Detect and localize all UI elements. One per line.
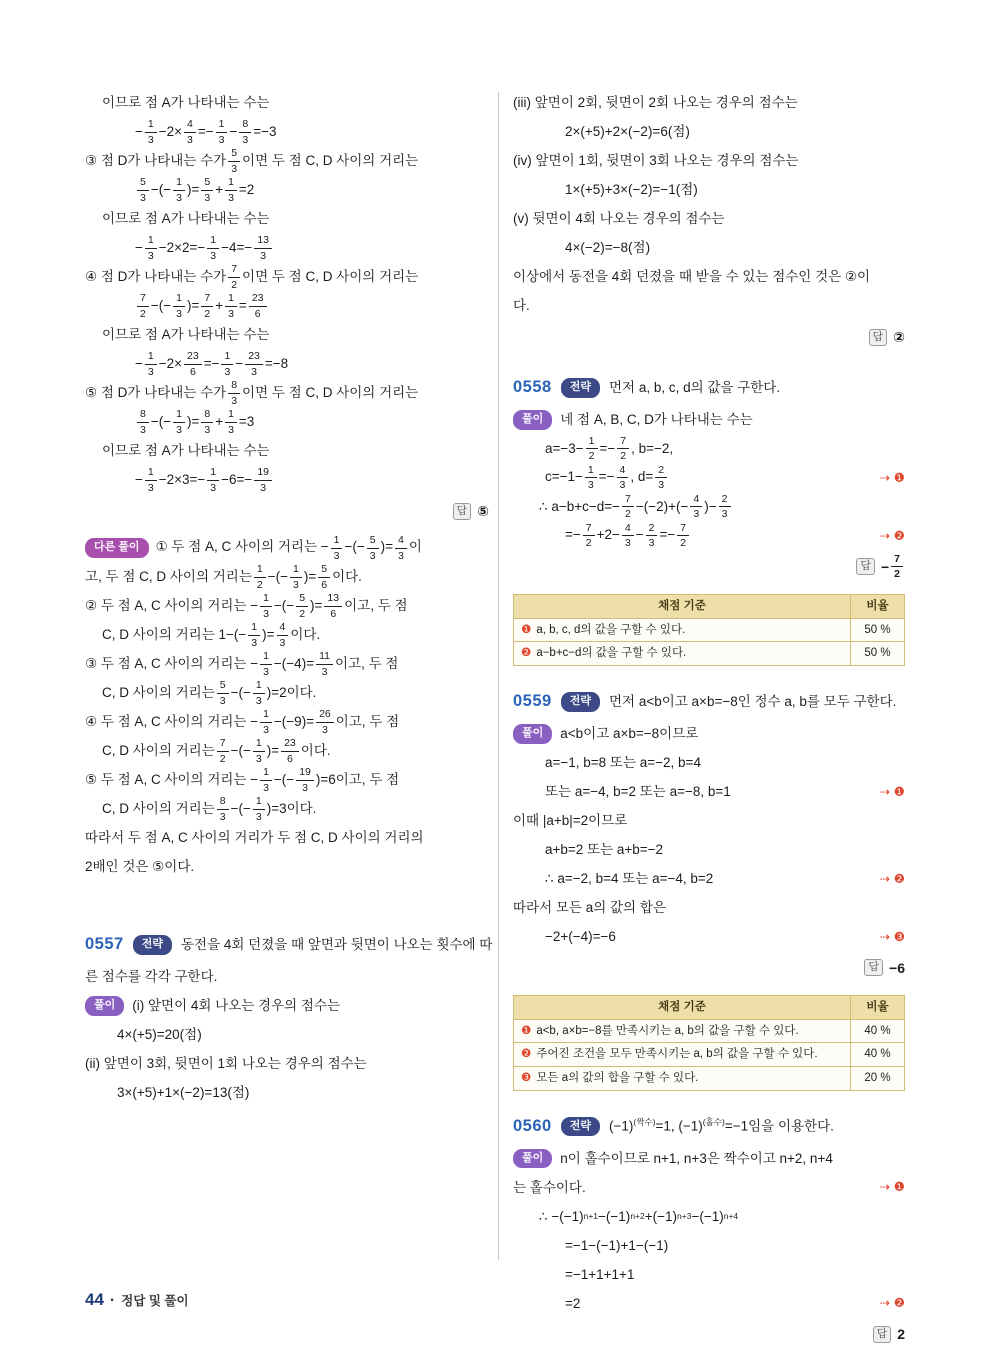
table-header-ratio: 비율 [851, 594, 905, 618]
alt-solution-line [85, 534, 489, 562]
text-line: C, D 사이의 거리는 $\frac{8}{3}$ −(− $\frac{1}{3}$ )=3이다. [102, 795, 317, 823]
strategy-text: $(-1)^{(짝수)}=1$, $(-1)^{(홀수)}=-1$임을 이용한다. [608, 1117, 834, 1134]
answer-line [85, 496, 489, 526]
solution-badge: 풀이 [513, 410, 552, 430]
strategy-text: 먼저 a, b, c, d의 값을 구한다. [608, 380, 781, 396]
ratio-value: 50 % [851, 618, 905, 642]
text-line: C, D 사이의 거리는 $\frac{5}{3}$ −(− $\frac{1}{3}$ )=2이다. [102, 679, 317, 707]
math-line: $\frac{5}{3}$ −(− $\frac{1}{3}$ )= $\frac{5}{3}$ + $\frac{1}{3}$ =2 [85, 176, 489, 204]
page-footer [85, 1290, 189, 1310]
math-line: 2×(+5)+2×(−2)=6(점) [565, 124, 690, 140]
answer-line [513, 1319, 905, 1349]
math-line: 또는 a=−4, b=2 또는 a=−8, b=1 ⇢ ❶ [545, 784, 905, 800]
text-line: 이므로 점 A가 나타내는 수는 [102, 327, 270, 343]
problem-number: 0557 [85, 935, 124, 953]
math-line: − $\frac{1}{3}$ −2× $\frac{23}{6}$ =− $\frac{1}{3}$ − $\frac{23}{3}$ =−8 [135, 350, 289, 378]
criteria-text: a−b+c−d의 값을 구할 수 있다. [536, 647, 687, 660]
math-line: − $\frac{1}{3}$ −2×3=− $\frac{1}{3}$ −6=− $\frac{19}{3}$ [85, 466, 489, 494]
text-line: (iv) 앞면이 1회, 뒷면이 3회 나오는 경우의 점수는 [513, 153, 799, 169]
strategy-text-cont: 른 점수를 각각 구한다. [85, 969, 218, 985]
strategy-badge: 전략 [561, 378, 600, 398]
text-line: ⑤ 두 점 A, C 사이의 거리는 − $\frac{1}{3}$ −(− $\frac{19}{3}$ )=6이고, 두 점 [85, 766, 400, 794]
strategy-text: 동전을 4회 던졌을 때 앞면과 뒷면이 나오는 횟수에 따 [180, 937, 493, 953]
answer-value: −6 [889, 959, 905, 976]
math-line: 4×(−2)=−8(점) [565, 240, 651, 256]
math-line: =2 ⇢ ❷ [565, 1295, 905, 1311]
step-number: ❸ [521, 1071, 532, 1084]
math-line: − $\frac{1}{3}$ −2×2=− $\frac{1}{3}$ −4=− $\frac{13}{3}$ [85, 234, 489, 262]
math-line: c=−1− $\frac{1}{3}$ =− $\frac{4}{3}$ , d= $\frac{2}{3}$ ⇢ ❶ [545, 464, 905, 492]
solution-line [513, 406, 905, 434]
ratio-value: 20 % [851, 1066, 905, 1090]
table-row [514, 618, 905, 642]
text-line: 이므로 점 A가 나타내는 수는 [102, 211, 270, 227]
answer-value: − $\frac{7}{2}$ [881, 553, 905, 580]
step-number: ❷ [521, 1048, 532, 1061]
problem-header-0560 [513, 1115, 905, 1139]
ratio-value: 40 % [851, 1043, 905, 1067]
text-line: (i) 앞면이 4회 나오는 경우의 점수는 [132, 998, 341, 1014]
text-line: 는 홀수이다. ⇢ ❶ [513, 1179, 905, 1195]
math-line: ∴ a−b+c−d=− $\frac{7}{2}$ −(−2)+(− $\frac{4}{3}$ )− $\frac{2}{3}$ [513, 493, 905, 521]
footer-separator: · [109, 1292, 116, 1309]
table-row [514, 1019, 905, 1043]
math-line: a+b=2 또는 a+b=−2 [545, 842, 664, 858]
step-marker: ⇢ ❷ [879, 871, 905, 886]
answer-line [513, 552, 905, 582]
table-row [514, 642, 905, 666]
solution-badge: 풀이 [85, 996, 124, 1016]
problem-number: 0559 [513, 691, 552, 710]
problem-header-0558 [513, 376, 905, 400]
ratio-value: 50 % [851, 642, 905, 666]
math-line: =−1−(−1)+1−(−1) [565, 1237, 669, 1253]
math-line: $\frac{8}{3}$ −(− $\frac{1}{3}$ )= $\frac{8}{3}$ + $\frac{1}{3}$ =3 [85, 408, 489, 436]
column-divider [498, 92, 499, 1260]
text-line: 따라서 두 점 A, C 사이의 거리가 두 점 C, D 사이의 거리의 [85, 830, 424, 846]
math-line: =− $\frac{7}{2}$ +2− $\frac{4}{3}$ − $\frac{2}{3}$ =− $\frac{7}{2}$ ⇢ ❷ [565, 522, 905, 550]
problem-header-0559 [513, 690, 905, 714]
table-header-criteria: 채점 기준 [514, 995, 851, 1019]
math-line: 4×(+5)=20(점) [117, 1027, 202, 1043]
step-number: ❷ [521, 647, 532, 660]
strategy-badge: 전략 [561, 692, 600, 712]
text-line: ④ 점 D가 나타내는 수가 $\frac{7}{2}$ 이면 두 점 C, D 사이의 거리는 [85, 263, 419, 291]
math-line: 3×(+5)+1×(−2)=13(점) [117, 1085, 250, 1101]
text-line: ③ 두 점 A, C 사이의 거리는 − $\frac{1}{3}$ −(−4)= $\frac{11}{3}$ 이고, 두 점 [85, 650, 399, 678]
column-right [513, 88, 905, 1351]
answer-line [513, 953, 905, 983]
criteria-text: a, b, c, d의 값을 구할 수 있다. [536, 623, 686, 636]
table-header-criteria: 채점 기준 [514, 594, 851, 618]
table-header-row [514, 594, 905, 618]
text-line: 네 점 A, B, C, D가 나타내는 수는 [560, 412, 753, 428]
table-header-row [514, 995, 905, 1019]
solution-line [513, 720, 905, 748]
math-line: a=−1, b=8 또는 a=−2, b=4 [545, 755, 701, 771]
answer-badge: 답 [873, 1326, 892, 1343]
text-line: 이때 |a+b|=2이므로 [513, 813, 628, 829]
text-line: C, D 사이의 거리는 1−(− $\frac{1}{3}$ )= $\frac{4}{3}$ 이다. [102, 621, 321, 649]
solution-badge: 풀이 [513, 724, 552, 744]
text-line: 따라서 모든 a의 값의 합은 [513, 900, 666, 916]
strategy-text: 먼저 a<b이고 a×b=−8인 정수 a, b를 모두 구한다. [608, 694, 897, 710]
text-line: ④ 두 점 A, C 사이의 거리는 − $\frac{1}{3}$ −(−9)= $\frac{26}{3}$ 이고, 두 점 [85, 708, 400, 736]
text-line: 이상에서 동전을 4회 던졌을 때 받을 수 있는 점수인 것은 ②이 [513, 269, 871, 285]
step-marker: ⇢ ❷ [879, 1296, 905, 1311]
criteria-text: 주어진 조건을 모두 만족시키는 a, b의 값을 구할 수 있다. [536, 1048, 818, 1061]
table-row [514, 1043, 905, 1067]
problem-number: 0560 [513, 1116, 552, 1135]
strategy-badge: 전략 [561, 1117, 600, 1137]
text-line: (ii) 앞면이 3회, 뒷면이 1회 나오는 경우의 점수는 [85, 1056, 367, 1072]
text-line: (iii) 앞면이 2회, 뒷면이 2회 나오는 경우의 점수는 [513, 95, 798, 111]
step-number: ❶ [521, 623, 532, 636]
grading-table-0558 [513, 594, 905, 666]
math-line: $\frac{7}{2}$ −(− $\frac{1}{3}$ )= $\frac{7}{2}$ + $\frac{1}{3}$ = $\frac{23}{6}$ [85, 292, 489, 320]
text-line: 이므로 점 A가 나타내는 수는 [102, 95, 270, 111]
criteria-text: 모든 a의 값의 합을 구할 수 있다. [536, 1071, 699, 1084]
answer-value: 2 [897, 1326, 905, 1343]
answer-badge: 답 [856, 558, 875, 575]
text-line: ⑤ 점 D가 나타내는 수가 $\frac{8}{3}$ 이면 두 점 C, D 사이의 거리는 [85, 379, 419, 407]
text-line: n이 홀수이므로 n+1, n+3은 짝수이고 n+2, n+4 [560, 1150, 833, 1166]
strategy-badge: 전략 [133, 935, 172, 955]
problem-header-0557 [85, 933, 493, 957]
math-line: =−1+1+1+1 [565, 1266, 635, 1282]
math-line: 1×(+5)+3×(−2)=−1(점) [565, 182, 698, 198]
text-line: C, D 사이의 거리는 $\frac{7}{2}$ −(− $\frac{1}{3}$ )= $\frac{23}{6}$ 이다. [102, 737, 331, 765]
answer-badge: 답 [864, 959, 883, 976]
answer-badge: 답 [869, 329, 888, 346]
ratio-value: 40 % [851, 1019, 905, 1043]
step-marker: ⇢ ❸ [879, 929, 905, 944]
answer-badge: 답 [453, 503, 472, 520]
problem-number: 0558 [513, 378, 552, 396]
page-number: 44 [85, 1290, 104, 1309]
step-number: ❶ [521, 1024, 532, 1037]
step-marker: ⇢ ❶ [879, 1180, 905, 1195]
alt-solution-badge: 다른 풀이 [85, 538, 149, 558]
text-line: ③ 점 D가 나타내는 수가 $\frac{5}{3}$ 이면 두 점 C, D 사이의 거리는 [85, 147, 419, 175]
answer-value: ② [893, 328, 905, 345]
math-line: −2+(−4)=−6 ⇢ ❸ [545, 929, 905, 945]
math-line: − $\frac{1}{3}$ −2× $\frac{4}{3}$ =− $\frac{1}{3}$ − $\frac{8}{3}$ =−3 [135, 118, 277, 146]
solution-badge: 풀이 [513, 1149, 552, 1169]
answer-line [513, 322, 905, 352]
criteria-text: a<b, a×b=−8를 만족시키는 a, b의 값을 구할 수 있다. [536, 1024, 799, 1037]
step-marker: ⇢ ❷ [879, 528, 905, 543]
table-header-ratio: 비율 [851, 995, 905, 1019]
solution-line [85, 992, 489, 1020]
solution-line [513, 1144, 905, 1172]
step-marker: ⇢ ❶ [879, 784, 905, 799]
text-line: 이므로 점 A가 나타내는 수는 [102, 443, 270, 459]
math-line: a=−3− $\frac{1}{2}$ =− $\frac{7}{2}$ , b=−2, [545, 435, 674, 463]
answer-value: ⑤ [477, 502, 489, 519]
text-line: 고, 두 점 C, D 사이의 거리는 $\frac{1}{2}$ −(− $\frac{1}{3}$ )= $\frac{5}{6}$ 이다. [85, 563, 362, 591]
step-marker: ⇢ ❶ [879, 470, 905, 485]
math-line: ∴ a=−2, b=4 또는 a=−4, b=2 ⇢ ❷ [545, 871, 905, 887]
column-left [85, 88, 493, 1108]
footer-label: 정답 및 풀이 [121, 1294, 189, 1308]
text-line: ① 두 점 A, C 사이의 거리는 − $\frac{1}{3}$ −(− $\frac{5}{3}$ )= $\frac{4}{3}$ 이 [155, 534, 422, 562]
text-line: 2배인 것은 ⑤이다. [85, 859, 195, 875]
text-line: a<b이고 a×b=−8이므로 [560, 726, 699, 742]
text-line: ② 두 점 A, C 사이의 거리는 − $\frac{1}{3}$ −(− $\frac{5}{2}$ )= $\frac{13}{6}$ 이고, 두 점 [85, 592, 408, 620]
text-line: 다. [513, 298, 530, 314]
table-row [514, 1066, 905, 1090]
math-line: ∴ −(−1) n+1 −(−1) n+2 +(−1) n+3 −(−1) n+4 [539, 1208, 739, 1224]
grading-table-0559 [513, 995, 905, 1091]
text-line: (v) 뒷면이 4회 나오는 경우의 점수는 [513, 211, 725, 227]
